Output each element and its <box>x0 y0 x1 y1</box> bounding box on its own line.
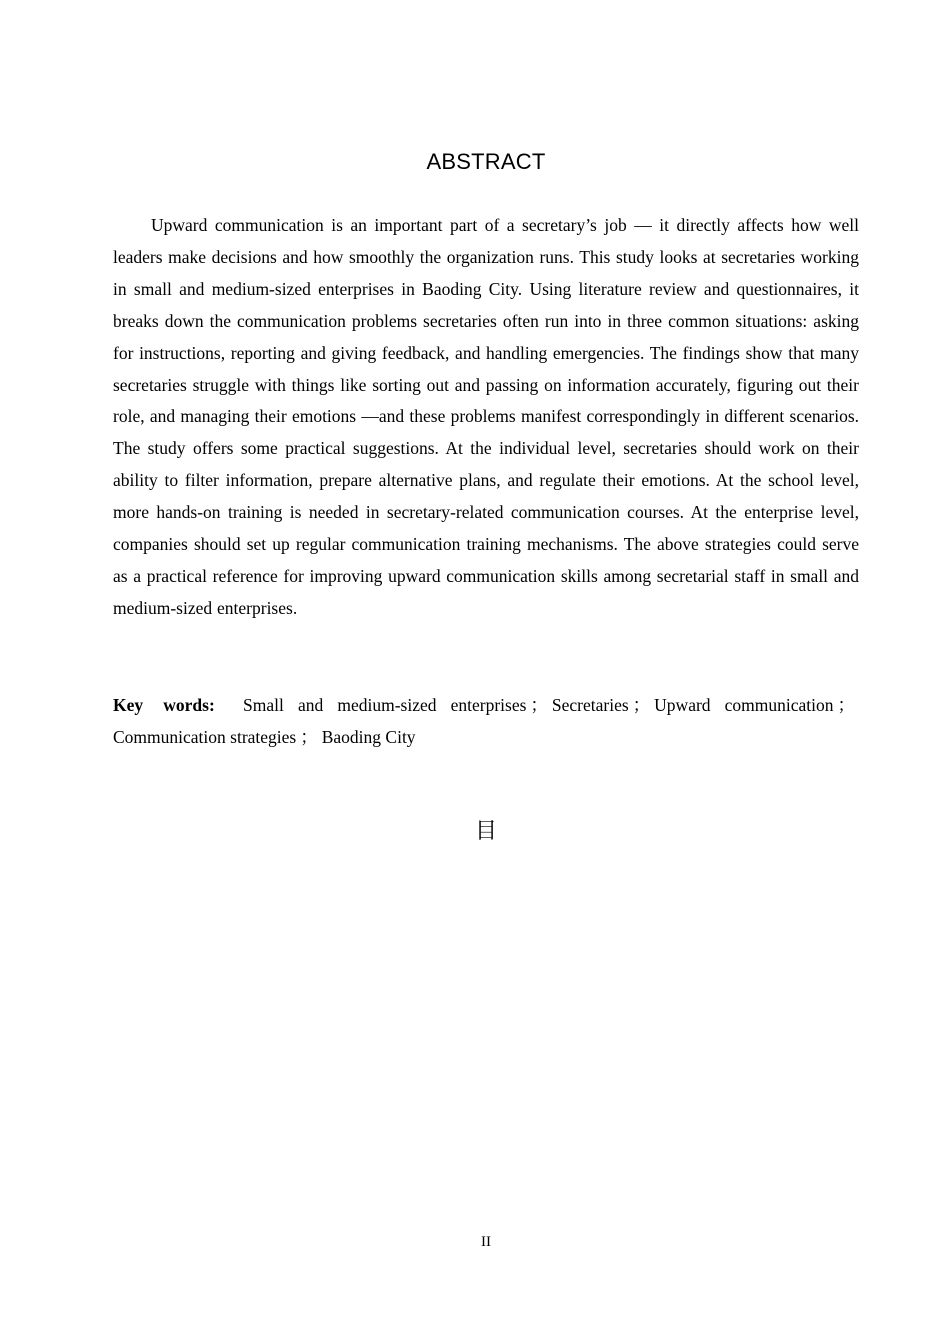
abstract-body: Upward communication is an important part of a secretary’s job — it directly affects how well leaders make decisions and how smoothly the organization runs. This study looks at secretaries working in small and medium-sized enterprises in Baoding City. Using literature review and questionnaires, it breaks down the communication problems secretaries often run into in three common situations: asking for instructions, reporting and giving feedback, and handling emergencies. The findings show that many secretaries struggle with things like sorting out and passing on information accurately, figuring out their role, and managing their emotions —and these problems manifest correspondingly in different scenarios. The study offers some practical suggestions. At the individual level, secretaries should work on their ability to filter information, prepare alternative plans, and regulate their emotions. At the school level, more hands-on training is needed in secretary-related communication courses. At the enterprise level, companies should set up regular communication training mechanisms. The above strategies could serve as a practical reference for improving upward communication skills among secretarial staff in small and medium-sized enterprises. <box>113 215 859 618</box>
keyword-separator: ； <box>300 727 318 747</box>
page-number: II <box>481 1234 491 1250</box>
abstract-title: ABSTRACT <box>426 149 546 174</box>
keyword-separator: ； <box>632 695 651 715</box>
toc-heading: 目 <box>474 819 497 844</box>
keyword-separator: ； <box>530 695 548 715</box>
keyword-item: Secretaries <box>551 695 629 715</box>
keyword-item: Communication strategies <box>113 727 297 747</box>
keyword-item: Upward communication <box>654 695 834 715</box>
keyword-item: Small and medium-sized enterprises <box>243 695 527 715</box>
keywords-label: Key words: <box>113 695 215 715</box>
keywords-paragraph <box>113 689 859 753</box>
keyword-item: Baoding City <box>321 727 416 747</box>
keyword-separator: ； <box>837 695 856 715</box>
